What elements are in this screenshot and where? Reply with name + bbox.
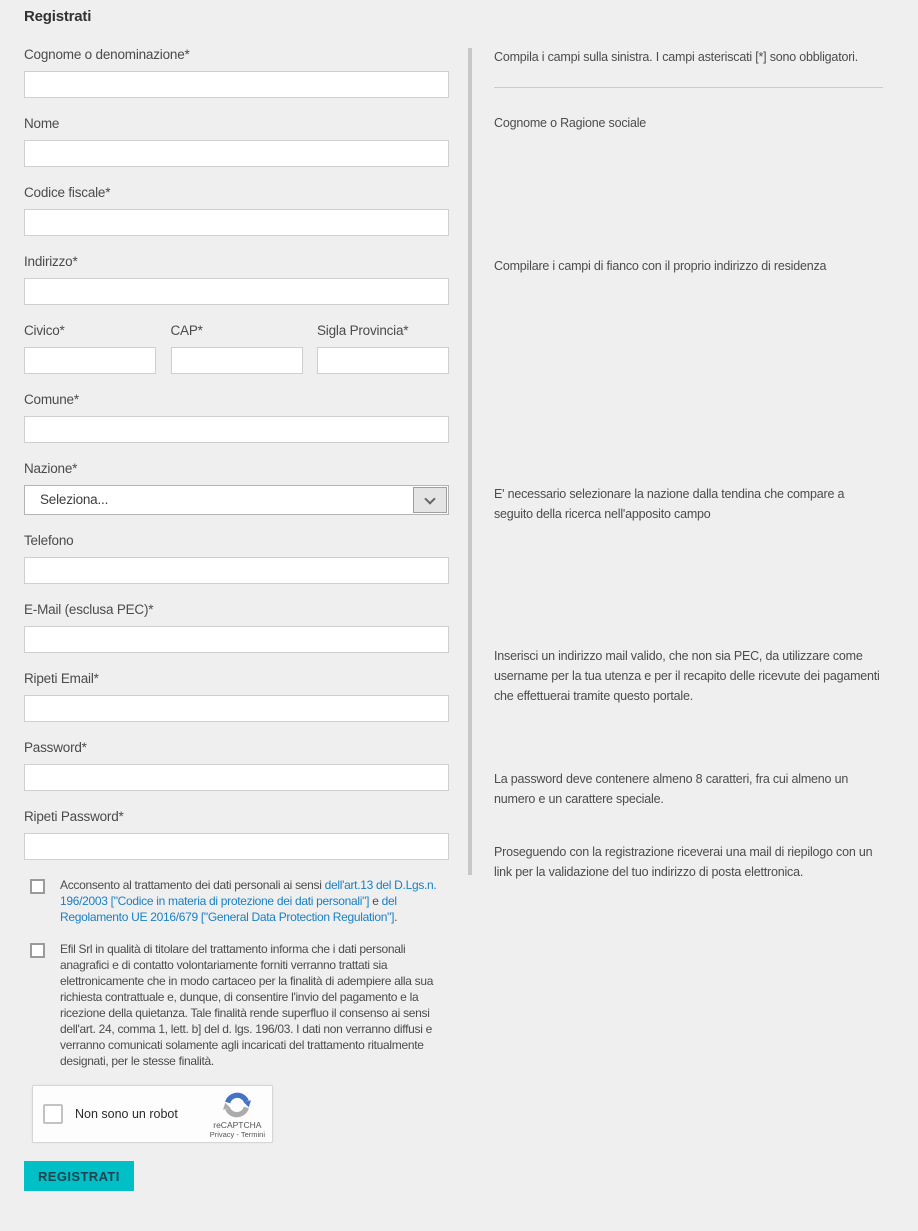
recaptcha-privacy-terms-links[interactable]: Privacy - Termini (209, 1130, 265, 1139)
field-group-name (24, 115, 449, 167)
address-input[interactable] (24, 278, 449, 305)
repeat-password-label: Ripeti Password* (24, 809, 124, 824)
consent-link[interactable]: del Regolamento UE 2016/679 ["General Data Protection Regulation"] (60, 894, 397, 924)
help-text-registration: Proseguendo con la registrazione riceverai una mail di riepilogo con un link per la validazione del tuo indirizzo di posta elettronica. (494, 845, 873, 879)
help-text-email: Inserisci un indirizzo mail valido, che non sia PEC, da utilizzare come username per la tua utenza e per il recapito delle ricevute dei pagamenti che effettuerai tramite questo portale. (494, 649, 880, 703)
nation-select-value: Seleziona... (40, 492, 109, 507)
civic-number-label: Civico* (24, 323, 65, 338)
repeat-password-input[interactable] (24, 833, 449, 860)
privacy-consent-text (60, 877, 449, 925)
email-input[interactable] (24, 626, 449, 653)
recaptcha-widget (32, 1085, 273, 1143)
nation-select-dropdown-button[interactable] (413, 487, 447, 513)
horizontal-divider (494, 87, 883, 88)
field-group-city (24, 391, 449, 443)
help-text-password: La password deve contenere almeno 8 caratteri, fra cui almeno un numero e un carattere speciale. (494, 772, 849, 806)
address-label: Indirizzo* (24, 254, 78, 269)
field-group-address (24, 253, 449, 305)
recaptcha-brand: reCAPTCHA (213, 1119, 262, 1130)
consent-text-segment: e (369, 894, 382, 908)
data-processing-consent-row (24, 941, 449, 1069)
consent-text-segment: Acconsento al trattamento dei dati personali ai sensi (60, 878, 325, 892)
help-text-surname: Cognome o Ragione sociale (494, 116, 647, 130)
city-label: Comune* (24, 392, 79, 407)
registration-form (24, 46, 449, 1191)
field-group-address-details (24, 322, 449, 374)
province-input[interactable] (317, 347, 449, 374)
password-label: Password* (24, 740, 87, 755)
field-group-postal-code (171, 322, 303, 374)
field-group-repeat-email (24, 670, 449, 722)
help-text-intro: Compila i campi sulla sinistra. I campi asteriscati [*] sono obbligatori. (494, 50, 859, 64)
consent-text-segment: . (394, 910, 398, 924)
surname-input[interactable] (24, 71, 449, 98)
field-group-email (24, 601, 449, 653)
city-input[interactable] (24, 416, 449, 443)
civic-number-input[interactable] (24, 347, 156, 374)
data-processing-consent-checkbox[interactable] (30, 943, 45, 958)
postal-code-input[interactable] (171, 347, 303, 374)
help-text-address: Compilare i campi di fianco con il proprio indirizzo di residenza (494, 259, 827, 273)
recaptcha-logo-column (210, 1090, 265, 1139)
privacy-consent-checkbox[interactable] (30, 879, 45, 894)
name-input[interactable] (24, 140, 449, 167)
field-group-password (24, 739, 449, 791)
data-processing-consent-text (60, 941, 449, 1069)
phone-input[interactable] (24, 557, 449, 584)
privacy-consent-row (24, 877, 449, 925)
recaptcha-checkbox[interactable] (43, 1104, 63, 1124)
field-group-repeat-password (24, 808, 449, 860)
recaptcha-logo-icon (222, 1090, 252, 1120)
consent-link[interactable]: dell'art.13 del D.Lgs.n. 196/2003 ["Codice in materia di protezione dei dati personali"] (60, 878, 437, 908)
recaptcha-label: Non sono un robot (75, 1107, 178, 1121)
field-group-civic-number (24, 322, 156, 374)
fiscal-code-label: Codice fiscale* (24, 185, 111, 200)
chevron-down-icon (424, 493, 435, 504)
vertical-divider (468, 48, 472, 875)
email-label: E-Mail (esclusa PEC)* (24, 602, 154, 617)
page-title: Registrati (24, 8, 92, 25)
nation-label: Nazione* (24, 461, 78, 476)
help-text-nation: E' necessario selezionare la nazione dalla tendina che compare a seguito della ricerca nell'apposito campo (494, 487, 845, 521)
repeat-email-input[interactable] (24, 695, 449, 722)
nation-select[interactable] (24, 485, 449, 515)
field-group-fiscal-code (24, 184, 449, 236)
password-input[interactable] (24, 764, 449, 791)
field-group-phone (24, 532, 449, 584)
name-label: Nome (24, 116, 60, 131)
postal-code-label: CAP* (170, 323, 203, 338)
field-group-province (317, 322, 449, 374)
surname-label: Cognome o denominazione* (24, 47, 190, 62)
field-group-surname (24, 46, 449, 98)
fiscal-code-input[interactable] (24, 209, 449, 236)
repeat-email-label: Ripeti Email* (24, 671, 99, 686)
register-button[interactable]: REGISTRATI (24, 1161, 134, 1191)
field-group-nation (24, 460, 449, 515)
consent-text-segment: Efil Srl in qualità di titolare del trattamento informa che i dati personali anagrafici e di contatto volontariamente forniti verranno trattati sia elettronicamente che in modo cartaceo per la finalità di adempiere alla sua richiesta contrattuale e, dunque, di consentire l'invio del pagamento e la ricezione della quietanza. Tale finalità rende superfluo il consenso ai sensi dell'art. 24, comma 1, lett. b] del d. lgs. 196/03. I dati non verranno diffusi e verranno comunicati solamente agli incaricati del trattamento ritualmente designati, per le stesse finalità. (60, 942, 434, 1068)
province-label: Sigla Provincia* (317, 323, 409, 338)
phone-label: Telefono (24, 533, 74, 548)
